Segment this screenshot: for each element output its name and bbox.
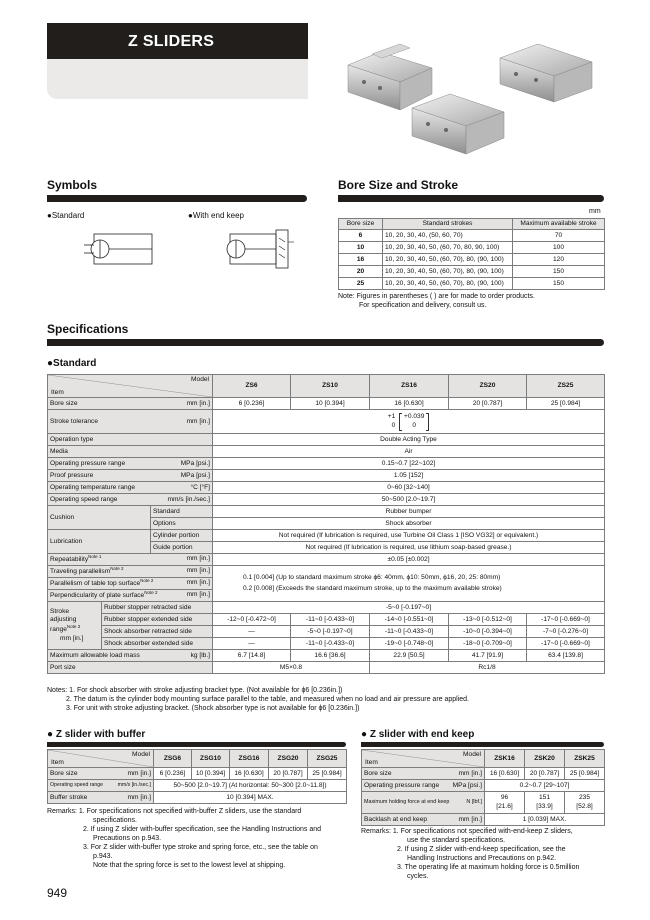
row-sublabel: Cylinder portion: [151, 530, 213, 542]
table-cell: Shock absorber: [213, 518, 605, 530]
row-label-text: Operating pressure range: [364, 781, 440, 789]
table-cell: 50~500 [2.0~19.7]: [213, 494, 605, 506]
table-cell: 25: [339, 278, 383, 290]
table-cell: -18~0 [-0.709~0]: [449, 638, 527, 650]
table-row: [48, 650, 605, 662]
table-cell: -11~0 [-0.433~0]: [291, 638, 370, 650]
row-unit: mm [in.]: [458, 769, 482, 777]
specs-rule: [47, 339, 604, 346]
spec-header-corner: [48, 375, 213, 398]
note-ref: Note 2: [144, 590, 158, 596]
table-row: [362, 814, 605, 826]
row-sublabel: Guide portion: [151, 542, 213, 554]
table-cell: ±0.05 [±0.002]: [213, 554, 605, 566]
row-label-text: Bore size: [50, 399, 78, 407]
model-label: Model: [191, 376, 210, 383]
buffer-remark: Remarks: 1. For specifications not specified with-buffer Z sliders, use the standard: [47, 808, 302, 815]
row-label-text: Bore size: [50, 769, 78, 777]
buffer-remark: 2. If using Z slider with-buffer specification, see the Handling Instructions and: [83, 826, 321, 833]
symbols-rule: [47, 195, 307, 202]
row-label-text: Operating speed range: [50, 781, 104, 788]
product-photo: [340, 40, 610, 162]
row-unit: mm [in.]: [186, 555, 211, 563]
table-cell: -13~0 [-0.512~0]: [449, 614, 527, 626]
row-label: Operation type: [48, 434, 213, 446]
table-row: [362, 780, 605, 792]
table-cell: 25 [0.984]: [527, 398, 605, 410]
row-label-text: Maximum allowable load mass: [50, 651, 140, 659]
row-label: [48, 398, 213, 410]
table-cell: 16 [0.630]: [485, 768, 525, 780]
table-cell: 1 [0.039] MAX.: [485, 814, 605, 826]
table-cell: —: [213, 638, 291, 650]
row-label: Port size: [48, 662, 213, 674]
bore-col-header: Maximum available stroke: [513, 219, 605, 230]
table-cell: -5~0 [-0.197~0]: [213, 602, 605, 614]
table-cell: Rubber bumper: [213, 506, 605, 518]
slider-photo-2: [500, 44, 592, 102]
table-cell: 0.15~0.7 [22~102]: [213, 458, 605, 470]
endkeep-remark: 3. The operating life at maximum holding force is 0.5million: [397, 864, 580, 871]
symbols-heading: Symbols: [47, 178, 98, 192]
table-cell: 10, 20, 30, 40, 50, (60, 70), 80, (90, 100): [383, 278, 513, 290]
table-row: [362, 768, 605, 780]
row-unit: N [lbf.]: [466, 798, 482, 805]
buffer-header-corner: [48, 750, 154, 768]
table-row: [48, 792, 347, 804]
bore-note: Note: Figures in parentheses ( ) are for made to order products.: [338, 293, 535, 300]
model-header: ZSG20: [269, 750, 308, 768]
model-header: ZS20: [449, 375, 527, 398]
row-label-text: Repeatability: [50, 556, 89, 564]
endkeep-table: [361, 749, 605, 826]
tolerance-in: [404, 413, 424, 431]
tolerance-cell: [213, 410, 605, 434]
table-cell: 6 [0.236]: [213, 398, 291, 410]
table-cell: 6 [0.236]: [154, 768, 192, 780]
page-number: 949: [47, 886, 68, 900]
row-label: [48, 590, 213, 602]
row-unit: MPa [psi.]: [452, 781, 482, 789]
row-unit: MPa [psi.]: [180, 459, 211, 467]
table-row: [48, 458, 605, 470]
row-label-text: adjusting: [50, 616, 77, 624]
bore-table: [338, 218, 605, 290]
note-ref: Note 3: [66, 624, 81, 630]
table-row: [48, 398, 605, 410]
table-row: [48, 566, 605, 578]
table-cell: -12~0 [-0.472~0]: [213, 614, 291, 626]
hold-lbf: [52.8]: [576, 802, 593, 810]
table-row: [48, 638, 605, 650]
table-row: [48, 482, 605, 494]
parallelism-line: 0.2 [0.008] (Exceeds the standard maximum stroke, up to the maximum available stroke): [243, 584, 502, 592]
buffer-rule: [47, 742, 346, 747]
buffer-table: [47, 749, 347, 804]
row-label-text: Buffer stroke: [50, 793, 88, 801]
row-label: [48, 482, 213, 494]
table-cell: 10 [0.394]: [291, 398, 370, 410]
endkeep-remark: Remarks: 1. For specifications not specified with-end-keep Z sliders,: [361, 828, 573, 835]
row-sublabel: Rubber stopper extended side: [102, 614, 213, 626]
endkeep-rule: [361, 742, 604, 747]
row-label: [48, 650, 213, 662]
tolerance-mm: [388, 413, 396, 431]
table-cell: 120: [513, 254, 605, 266]
row-unit: mm [in.]: [186, 567, 211, 575]
model-header: ZSG10: [192, 750, 230, 768]
table-cell: [525, 792, 565, 814]
table-row: [362, 792, 605, 814]
table-cell: 20 [0.787]: [525, 768, 565, 780]
table-cell: 0~60 [32~140]: [213, 482, 605, 494]
model-header: ZSG25: [308, 750, 347, 768]
table-row: [339, 254, 605, 266]
table-cell: -5~0 [-0.197~0]: [291, 626, 370, 638]
parallelism-cell: [213, 566, 605, 602]
table-cell: -14~0 [-0.551~0]: [370, 614, 449, 626]
item-label: Item: [365, 758, 378, 766]
model-header: ZS6: [213, 375, 291, 398]
endkeep-remark: cycles.: [407, 873, 429, 880]
row-label: [48, 458, 213, 470]
row-label-text: range: [50, 626, 67, 634]
bore-col-header: Bore size: [339, 219, 383, 230]
tol-upper: +1: [387, 412, 396, 420]
row-label-text: Stroke: [50, 607, 70, 615]
table-cell: Double Acting Type: [213, 434, 605, 446]
row-sublabel: Standard: [151, 506, 213, 518]
table-cell: Not required (If lubrication is required, use lithium soap-based grease.): [213, 542, 605, 554]
row-unit: °C [°F]: [190, 483, 211, 491]
standard-symbol-icon: [82, 228, 158, 270]
spec-table: [47, 374, 605, 674]
table-cell: 20 [0.787]: [269, 768, 308, 780]
table-cell: -11~0 [-0.433~0]: [291, 614, 370, 626]
spec-note: Notes: 1. For shock absorber with stroke adjusting bracket type. (Not available for ϕ6 [0.236in.]): [47, 687, 343, 694]
table-cell: -19~0 [-0.748~0]: [370, 638, 449, 650]
row-unit: MPa [psi.]: [180, 471, 211, 479]
row-label: [362, 780, 485, 792]
table-cell: -10~0 [-0.394~0]: [449, 626, 527, 638]
endkeep-symbol-icon: [222, 228, 302, 272]
table-cell: 10, 20, 30, 40, 50, (60, 70), 80, (90, 100): [383, 254, 513, 266]
row-label: Lubrication: [48, 530, 151, 554]
row-unit: mm [in.]: [458, 815, 482, 823]
table-row: [48, 768, 347, 780]
table-cell: 10 [0.394]: [192, 768, 230, 780]
row-unit: mm [in.]: [127, 793, 151, 801]
buffer-remark: 3. For Z slider with-buffer type stroke and spring force, etc., see the table on: [83, 844, 318, 851]
table-cell: 6.7 [14.8]: [213, 650, 291, 662]
row-sublabel: Rubber stopper retracted side: [102, 602, 213, 614]
table-row: [48, 602, 605, 614]
bore-col-header: Standard strokes: [383, 219, 513, 230]
row-label: Media: [48, 446, 213, 458]
table-cell: 63.4 [139.8]: [527, 650, 605, 662]
table-cell: 150: [513, 266, 605, 278]
item-label: Item: [51, 758, 64, 766]
table-row: [48, 626, 605, 638]
buffer-remark: specifications.: [93, 817, 137, 824]
hold-n: 235: [578, 793, 590, 801]
row-unit: mm [in.]: [186, 399, 211, 407]
row-label-text: Backlash at end keep: [364, 815, 428, 823]
row-label-text: Operating pressure range: [50, 459, 126, 467]
row-label-text: Stroke tolerance: [50, 417, 99, 425]
table-row: [48, 446, 605, 458]
table-row: [48, 554, 605, 566]
row-label: [48, 554, 213, 566]
row-unit: mm [in.]: [186, 417, 211, 425]
row-unit: mm [in.]: [127, 769, 151, 777]
row-label-text: Bore size: [364, 769, 392, 777]
table-row: [48, 410, 605, 434]
table-cell: 0.2~0.7 [29~107]: [485, 780, 605, 792]
row-label-text: Proof pressure: [50, 471, 94, 479]
table-row: [48, 614, 605, 626]
row-unit: mm [in.]: [186, 591, 211, 599]
row-sublabel: Shock absorber extended side: [102, 638, 213, 650]
table-cell: 20: [339, 266, 383, 278]
row-label-text: Operating temperature range: [50, 483, 136, 491]
model-header: ZSK16: [485, 750, 525, 768]
table-cell: -7~0 [-0.276~0]: [527, 626, 605, 638]
row-label: [48, 780, 154, 792]
row-unit: mm [in.]: [60, 634, 84, 642]
row-label: [362, 768, 485, 780]
bore-note: For specification and delivery, consult us.: [359, 302, 487, 309]
buffer-remark: p.943.: [93, 853, 113, 860]
table-cell: 6: [339, 230, 383, 242]
tol-lower: 0: [391, 421, 396, 429]
endkeep-remark: Handling Instructions and Precautions on p.942.: [407, 855, 557, 862]
hold-lbf: [21.6]: [496, 802, 513, 810]
note-ref: Note 2: [110, 566, 124, 572]
model-header: ZSK20: [525, 750, 565, 768]
table-row: [48, 662, 605, 674]
table-cell: 50~500 [2.0~19.7] (At horizontal: 50~300 [2.0~11.8]): [154, 780, 347, 792]
row-unit: kg [lb.]: [190, 651, 211, 659]
endkeep-remark: 2. If using Z slider with-end-keep specification, see the: [397, 846, 566, 853]
title-subband: [47, 59, 308, 99]
table-cell: 25 [0.984]: [565, 768, 605, 780]
buffer-remark: Note that the spring force is set to the lowest level at shipping.: [93, 862, 286, 869]
table-cell: 16: [339, 254, 383, 266]
row-unit: mm [in.]: [186, 579, 211, 587]
table-row: [48, 780, 347, 792]
note-ref: Note 1: [88, 554, 102, 560]
row-label-text: Perpendicularity of plate surface: [50, 592, 145, 600]
hold-n: 151: [538, 793, 550, 801]
table-cell: 16 [0.630]: [230, 768, 269, 780]
row-label: [362, 814, 485, 826]
table-cell: 1.05 [152]: [213, 470, 605, 482]
tol-upper-in: +0.039: [404, 412, 425, 420]
row-label: [48, 494, 213, 506]
table-cell: 10, 20, 30, 40, (50, 60, 70): [383, 230, 513, 242]
table-row: [48, 506, 605, 518]
table-cell: 10 [0.394] MAX.: [154, 792, 347, 804]
buffer-remark: Precautions on p.943.: [93, 835, 162, 842]
table-row: [48, 494, 605, 506]
bracket-left: [399, 413, 402, 431]
symbol-endkeep-label: ●With end keep: [188, 211, 244, 220]
item-label: Item: [51, 388, 64, 396]
table-cell: 20 [0.787]: [449, 398, 527, 410]
table-row: [339, 278, 605, 290]
endkeep-remark: use the standard specifications.: [407, 837, 506, 844]
model-header: ZS10: [291, 375, 370, 398]
bore-rule: [338, 195, 604, 202]
row-label: [48, 470, 213, 482]
model-label: Model: [463, 751, 481, 758]
table-cell: [565, 792, 605, 814]
table-cell: Not required (If lubrication is required, use Turbine Oil Class 1 [ISO VG32] or equivalent.): [213, 530, 605, 542]
table-cell: 10, 20, 30, 40, 50, (60, 70), 80, (90, 100): [383, 266, 513, 278]
table-cell: 16.6 [36.6]: [291, 650, 370, 662]
table-cell: 41.7 [91.9]: [449, 650, 527, 662]
endkeep-header-corner: [362, 750, 485, 768]
buffer-heading-text: Z slider with buffer: [55, 729, 146, 740]
row-label: [48, 410, 213, 434]
row-sublabel: Options: [151, 518, 213, 530]
table-cell: 10, 20, 30, 40, 50, (60, 70, 80, 90, 100): [383, 242, 513, 254]
table-cell: 150: [513, 278, 605, 290]
row-sublabel: Shock absorber retracted side: [102, 626, 213, 638]
table-row: [339, 230, 605, 242]
row-label-text: Traveling parallelism: [50, 568, 111, 576]
model-label: Model: [132, 751, 150, 758]
specs-subheading: ●Standard: [47, 358, 97, 369]
bore-unit: mm: [589, 208, 601, 215]
hold-n: 96: [500, 793, 509, 801]
symbol-standard-label: ●Standard: [47, 211, 85, 220]
row-label-text: Operating speed range: [50, 495, 118, 503]
specs-heading: Specifications: [47, 322, 129, 336]
row-label: [362, 792, 485, 814]
bore-heading: Bore Size and Stroke: [338, 178, 459, 192]
table-cell: 70: [513, 230, 605, 242]
model-header: ZS25: [527, 375, 605, 398]
model-header: ZSG6: [154, 750, 192, 768]
table-cell: —: [213, 626, 291, 638]
buffer-heading: ● Z slider with buffer: [47, 729, 146, 740]
model-header: ZSK25: [565, 750, 605, 768]
spec-note: 2. The datum is the cylinder body mounting surface parallel to the table, and measured when no load and air pressure are applied.: [66, 696, 470, 703]
parallelism-line: 0.1 [0.004] (Up to standard maximum stroke ϕ6: 40mm, ϕ10: 50mm, ϕ16, 20, 25: 80mm): [243, 573, 501, 581]
endkeep-heading-text: Z slider with end keep: [369, 729, 475, 740]
table-cell: [485, 792, 525, 814]
hold-lbf: [33.9]: [536, 802, 553, 810]
endkeep-heading: ● Z slider with end keep: [361, 729, 475, 740]
table-cell: 10: [339, 242, 383, 254]
table-cell: 25 [0.984]: [308, 768, 347, 780]
table-row: [48, 470, 605, 482]
table-cell: M5×0.8: [213, 662, 370, 674]
table-row: [339, 266, 605, 278]
row-label: Cushion: [48, 506, 151, 530]
bracket-right: [426, 413, 429, 431]
row-label: [48, 566, 213, 578]
table-cell: 100: [513, 242, 605, 254]
table-row: [48, 434, 605, 446]
table-cell: -17~0 [-0.669~0]: [527, 614, 605, 626]
slider-photo-3: [412, 94, 504, 154]
row-label-text: Maximum holding force at end keep: [364, 798, 450, 805]
model-header: ZSG16: [230, 750, 269, 768]
table-cell: Air: [213, 446, 605, 458]
row-unit: mm/s [in./sec.]: [117, 781, 151, 788]
table-cell: -11~0 [-0.433~0]: [370, 626, 449, 638]
row-label-text: Parallelism of table top surface: [50, 580, 141, 588]
row-label: [48, 792, 154, 804]
row-label: [48, 602, 102, 650]
slider-photo-1: [348, 44, 432, 110]
page-title: Z SLIDERS: [128, 33, 215, 50]
table-cell: -17~0 [-0.669~0]: [527, 638, 605, 650]
table-row: [339, 242, 605, 254]
table-row: [48, 530, 605, 542]
row-label: [48, 768, 154, 780]
row-unit: mm/s [in./sec.]: [167, 495, 211, 503]
note-ref: Note 2: [140, 578, 154, 584]
table-cell: 22.9 [50.5]: [370, 650, 449, 662]
row-label: [48, 578, 213, 590]
model-header: ZS16: [370, 375, 449, 398]
tol-lower-in: 0: [412, 421, 417, 429]
table-cell: 16 [0.630]: [370, 398, 449, 410]
spec-note: 3. For unit with stroke adjusting bracket. (Shock absorber type is not available for ϕ6 [0.236in.]): [66, 705, 360, 712]
table-cell: Rc1/8: [370, 662, 605, 674]
